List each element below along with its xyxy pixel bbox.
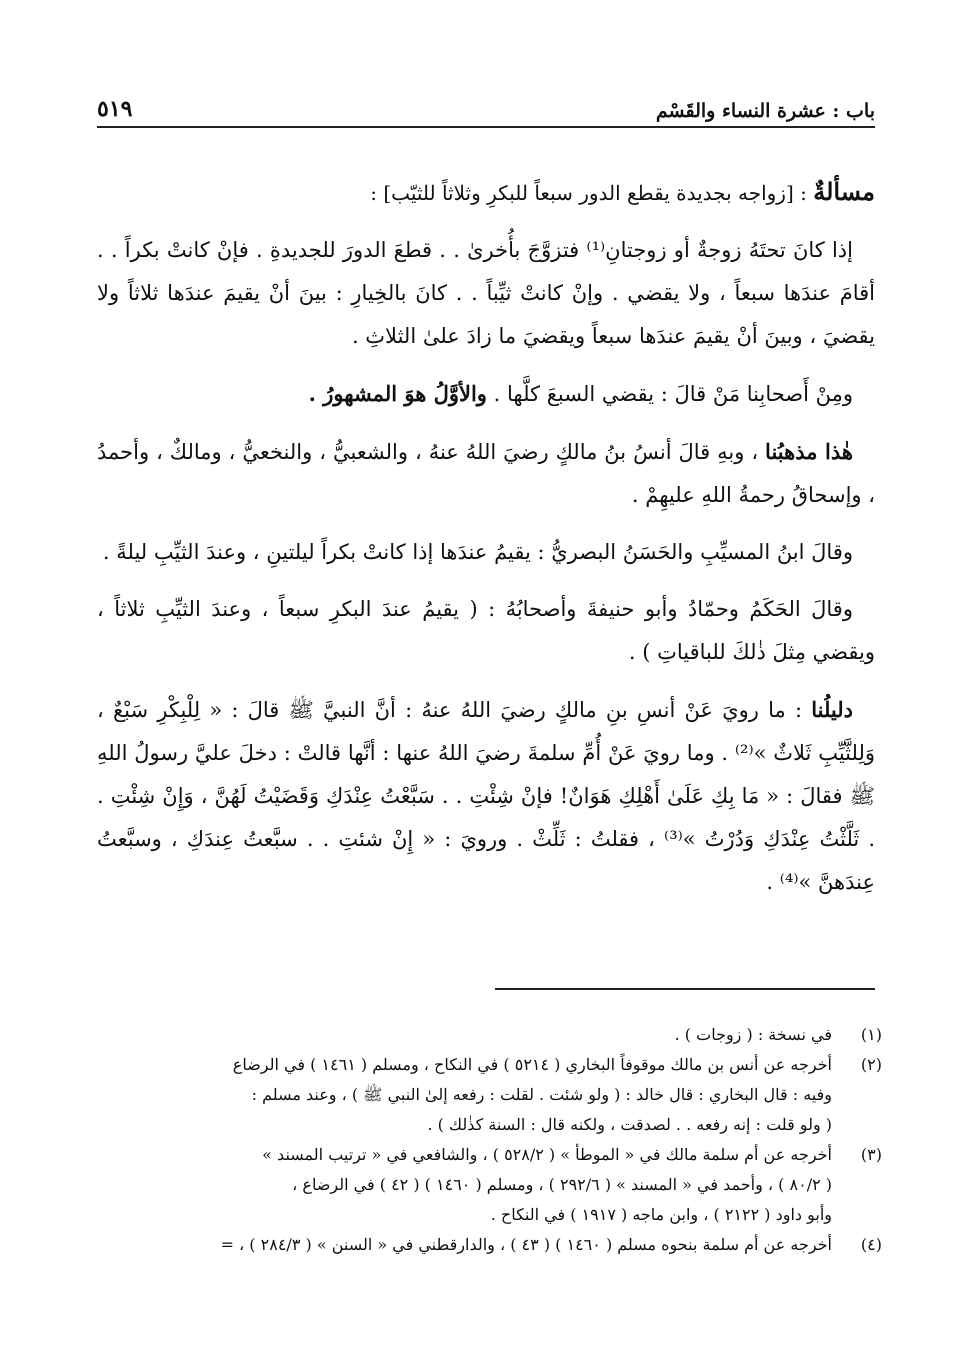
footnote-separator: [495, 988, 875, 990]
paragraph-1: إذا كانَ تحتَهُ زوجةٌ أو زوجتانِ⁽¹⁾ فتزوَّجَ بأُخرىٰ . . قطعَ الدورَ للجديدةِ . فإنْ كانتْ بكراً . . أقامَ عندَها سبعاً ، ولا يقضي . وإنْ كانتْ ثيِّباً . . كانَ بالخِيارِ : بينَ أنْ يقيمَ عندَها ثلاثاً ولا يقضيَ ، وبينَ أنْ يقيمَ عندَها سبعاً ويقضيَ ما زادَ علىٰ الثلاثِ .: [97, 238, 875, 348]
footnote-number: (٣): [860, 1145, 882, 1164]
running-header: [97, 80, 875, 128]
footnote-line: ( ٨٠/٢ ) ، وأحمد في « المسند » ( ٢٩٢/٦ ) ، ومسلم ( ١٤٦٠ ) ( ٤٢ ) في الرضاع ،: [292, 1175, 832, 1194]
footnote-line: في نسخة : ( زوجات ) .: [674, 1025, 832, 1044]
paragraph-3: [97, 430, 875, 517]
footnote-number: (١): [860, 1025, 882, 1044]
chapter-title: باب : عشرة النساء والقَسْم: [655, 100, 875, 122]
paragraph-4: وقالَ ابنُ المسيِّبِ والحَسَنُ البصريُّ : يقيمُ عندَها إذا كانتْ بكراً ليلتينِ ، وعندَ الثيِّبِ ليلةً .: [102, 540, 853, 564]
footnote-2: [97, 1050, 882, 1140]
paragraph-2-text: ومِنْ أَصحابِنا مَنْ قالَ : يقضي السبعَ كلَّها .: [493, 382, 853, 406]
paragraph-6-text: : ما رويَ عَنْ أنسِ بنِ مالكٍ رضيَ اللهُ عنهُ : أنَّ النبيَّ ﷺ قالَ : « لِلْبِكْرِ سَبْعٌ ، وَلِلثَّيِّبِ ثَلاثٌ »⁽²⁾ . وما رويَ عَنْ أُمِّ سلمةَ رضيَ اللهُ عنها : أنَّها قالتْ : دخلَ عليَّ رسولُ اللهِ ﷺ فقالَ : « مَا بِكِ عَلَىٰ أَهْلِكِ هَوَانٌ! فإنْ شِئْتِ . . سَبَّعْتُ عِنْدَكِ وَقَضَيْتُ لَهُنَّ ، وَإِنْ شِئْتِ . . ثَلَّثْتُ عِنْدَكِ وَدُرْتُ »⁽³⁾ ، فقلتُ : ثَلِّثْ . ورويَ : « إِنْ شئتِ . . سبَّعتُ عِندَكِ ، وسبَّعتُ عِندَهنَّ »⁽⁴⁾ .: [97, 698, 875, 894]
footnote-3: [97, 1140, 882, 1230]
paragraph-6: [97, 688, 875, 904]
paragraph-6-keyword: دليلُنا: [811, 697, 853, 722]
footnote-number: (٢): [860, 1055, 882, 1074]
footnote-line: أخرجه عن أم سلمة مالك في « الموطأ » ( ٥٢٨/٢ ) ، والشافعي في « ترتيب المسند »: [262, 1145, 832, 1164]
footnote-text: [97, 1050, 832, 1140]
main-text: [97, 170, 875, 918]
footnote-line: وفيه : قال البخاري : قال خالد : ( ولو شئت . لقلت : رفعه إلىٰ النبي ﷺ ) ، وعند مسلم :: [251, 1085, 832, 1104]
section-title: : [زواجه بجديدة يقطع الدور سبعاً للبكرِ وثلاثاً للثيّب] :: [370, 181, 814, 205]
footnote-line: أخرجه عن أنس بن مالك موقوفاً البخاري ( ٥٢١٤ ) في النكاح ، ومسلم ( ١٤٦١ ) في الرضاع: [232, 1055, 832, 1074]
paragraph-2: [97, 372, 875, 416]
footnotes: [97, 1020, 882, 1260]
footnote-4: [97, 1230, 882, 1260]
footnote-line: وأبو داود ( ٢١٢٢ ) ، وابن ماجه ( ١٩١٧ ) في النكاح .: [490, 1205, 832, 1224]
footnote-1: [97, 1020, 882, 1050]
section-heading: [97, 170, 875, 215]
footnote-line: ( ولو قلت : إنه رفعه . . لصدقت ، ولكنه قال : السنة كذٰلك ) .: [427, 1115, 832, 1134]
footnote-text: [97, 1140, 832, 1230]
paragraph-5: وقالَ الحَكَمُ وحمّادُ وأبو حنيفةَ وأصحابُهُ : ( يقيمُ عندَ البكرِ سبعاً ، وعندَ الثيِّبِ ثلاثاً ، ويقضي مِثلَ ذٰلكَ للباقياتِ ) .: [97, 597, 875, 664]
page-number: ٥١٩: [97, 96, 133, 122]
paragraph-3-keyword: هٰذا مذهبُنا: [765, 439, 853, 464]
paragraph-2-emphasis: والأوَّلُ هوَ المشهورُ .: [308, 381, 487, 406]
section-keyword: مسألةٌ: [813, 177, 875, 206]
paragraph-3-text: ، وبهِ قالَ أنسُ بنُ مالكٍ رضيَ اللهُ عنهُ ، والشعبيُّ ، والنخعيُّ ، ومالكٌ ، وأحمدُ ، وإسحاقُ رحمةُ اللهِ عليهِمْ .: [97, 440, 875, 507]
footnote-number: (٤): [860, 1235, 882, 1254]
footnote-text: [97, 1020, 832, 1050]
footnote-text: [97, 1230, 832, 1260]
footnote-line: أخرجه عن أم سلمة بنحوه مسلم ( ١٤٦٠ ) ( ٤٣ ) ، والدارقطني في « السنن » ( ٢٨٤/٣ ) ، =: [220, 1235, 832, 1254]
